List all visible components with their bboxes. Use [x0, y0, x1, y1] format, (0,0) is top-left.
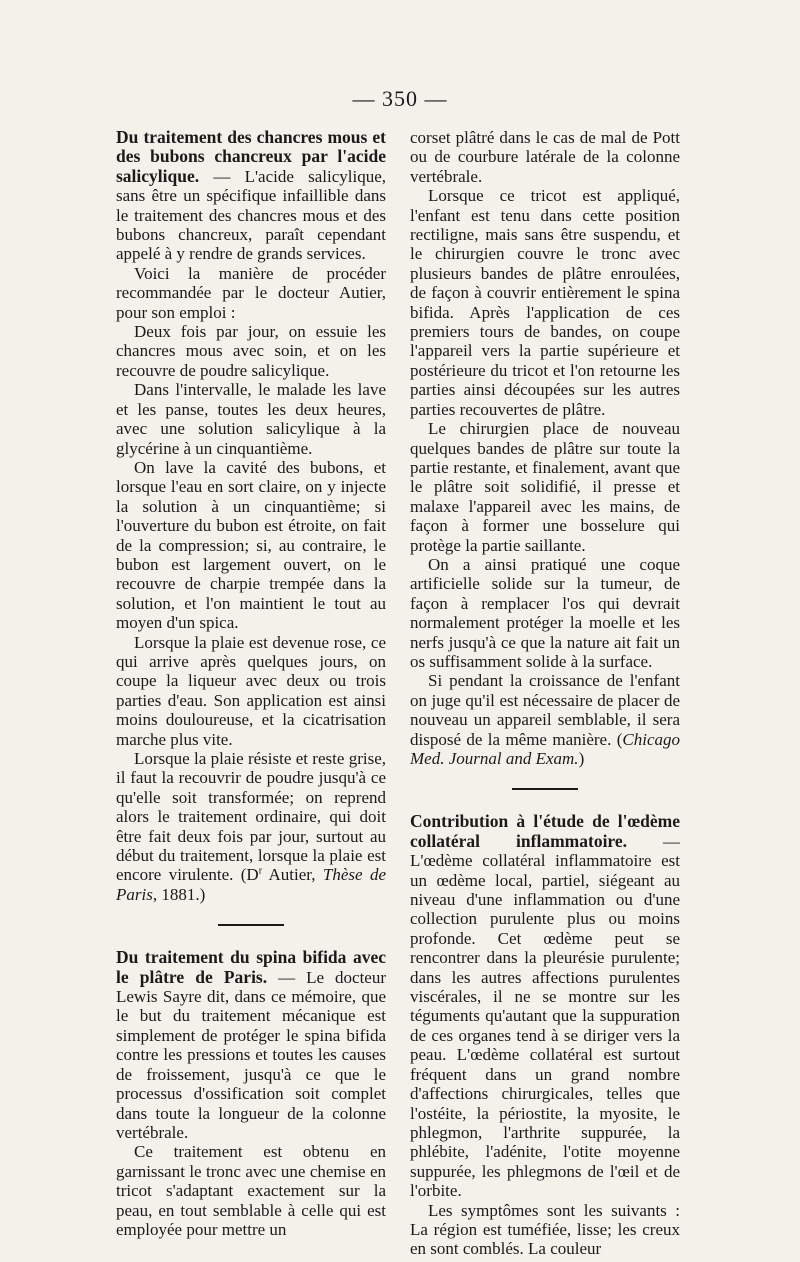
paragraph: Voici la manière de procéder recommandée par le docteur Autier, pour son emploi :: [116, 263, 386, 322]
paragraph-text: — L'œdème collatéral inflammatoire est un œdème local, partiel, siégeant au niveau d'une inflammation ou d'une collection purulente plus ou moins profonde. Cet œdème peut se rencontrer dans la pleurésie purulente; dans les autres affections purulentes viscérales, il ne se montre sur les téguments qu'autant que la suppuration de ces organes tend à se diriger vers la peau. L'œdème collatéral est surtout fréquent dans un grand nombre d'affections chirurgicales, telles que l'ostéite, la périostite, la myosite, le phlegmon, l'arthrite suppurée, la phlébite, l'adénite, l'otite moyenne suppurée, les phlegmons de l'œil et de l'orbite.: [410, 831, 680, 1201]
citation-source: Thèse de Paris: [116, 865, 386, 904]
article-separator: [218, 924, 284, 926]
page-number: — 350 —: [352, 86, 448, 111]
paragraph-continued: corset plâtré dans le cas de mal de Pott ou de courbure latérale de la colonne vertébrale.: [410, 128, 680, 186]
paragraph-with-citation: [410, 671, 680, 768]
paragraph: Dans l'intervalle, le malade les lave et les panse, toutes les deux heures, avec une solution salicylique à la glycérine à un cinquantième.: [116, 380, 386, 458]
article-separator: [512, 788, 578, 790]
article-title-spina-bifida: Du traitement du spina bifida avec le plâtre de Paris.: [116, 947, 386, 987]
citation-author: Autier,: [262, 865, 323, 885]
citation-close: ): [578, 749, 585, 768]
left-column: [116, 128, 386, 1239]
citation-source: Chicago Med. Journal and Exam.: [410, 729, 680, 768]
paragraph: Lorsque la plaie est devenue rose, ce qui arrive après quelques jours, on coupe la liqueur avec deux ou trois parties d'eau. Son application est ainsi moins douloureuse, et la cicatrisation marche plus vite.: [116, 632, 386, 749]
paragraph-text: Lorsque la plaie résiste et reste grise, il faut la recouvrir de poudre jusqu'à ce qu'elle soit transformée; on reprend alors le traitement ordinaire, qui doit être fait deux fois par jour, surtout au début du traitement, lorsque la plaie est encore virulente. (D: [116, 749, 386, 885]
paragraph-text: Si pendant la croissance de l'enfant on juge qu'il est nécessaire de placer de nouveau un appareil semblable, il sera disposé de la même manière. (: [410, 671, 680, 749]
paragraph-text: — L'acide salicylique, sans être un spécifique infaillible dans le traitement des chancres mous et des bubons chancreux, paraît cependant appelé à y rendre de grands services.: [116, 166, 386, 264]
paragraph: On a ainsi pratiqué une coque artificielle solide sur la tumeur, de façon à remplacer l'os qui devrait normalement protéger la moelle et les nerfs jusqu'à ce que la nature ait fait un os suffisamment solide à la surface.: [410, 554, 680, 671]
right-column: [410, 128, 680, 1259]
article-title-salicylique: Du traitement des chancres mous et des bubons chancreux par l'acide salicylique.: [116, 127, 386, 186]
article-salicylique-intro: [116, 128, 386, 264]
paragraph: Lorsque ce tricot est appliqué, l'enfant est tenu dans cette position rectiligne, mais sans être suspendu, et le chirurgien couvre le tronc avec plusieurs bandes de plâtre enroulées, de façon à couvrir entièrement le spina bifida. Après l'application de ces premiers tours de bandes, on coupe l'appareil vers la partie supérieure et postérieure du tricot et l'on retourne les parties ainsi découpées sur les autres parties recouvertes de plâtre.: [410, 186, 680, 419]
paragraph: Le chirurgien place de nouveau quelques bandes de plâtre sur toute la partie restante, et finalement, avant que le plâtre soit solidifié, il presse et malaxe l'appareil avec les mains, de façon à former une bosselure qui protège la partie saillante.: [410, 419, 680, 555]
paragraph-text: — Le docteur Lewis Sayre dit, dans ce mémoire, que le but du traitement mécanique est simplement de protéger le spina bifida contre les pressions et toutes les causes de froissement, jusqu'à ce que le processus d'ossification soit complet dans toute la longueur de la colonne vertébrale.: [116, 967, 386, 1142]
article-oedeme-intro: [410, 812, 680, 1200]
paragraph: Les symptômes sont les suivants : La région est tuméfiée, lisse; les creux en sont comblés. La couleur: [410, 1200, 680, 1259]
paragraph-with-citation: [116, 749, 386, 904]
paragraph: Ce traitement est obtenu en garnissant le tronc avec une chemise en tricot s'adaptant exactement sur la peau, en tout semblable à celle qui est employée pour mettre un: [116, 1142, 386, 1239]
article-title-oedeme: Contribution à l'étude de l'œdème collatéral inflammatoire.: [410, 811, 680, 851]
article-spina-bifida-intro: [116, 948, 386, 1142]
paragraph: On lave la cavité des bubons, et lorsque l'eau en sort claire, on y injecte la solution à un cinquantième; si l'ouverture du bubon est étroite, on fait de la compression; si, au contraire, le bubon est largement ouvert, on le recouvre de charpie trempée dans la solution, et l'on maintient le tout au moyen d'un spica.: [116, 457, 386, 633]
superscript: r: [258, 865, 263, 877]
citation-year: , 1881.): [152, 884, 206, 904]
paragraph: Deux fois par jour, on essuie les chancres mous avec soin, et on les recouvre de poudre salicylique.: [116, 322, 386, 380]
